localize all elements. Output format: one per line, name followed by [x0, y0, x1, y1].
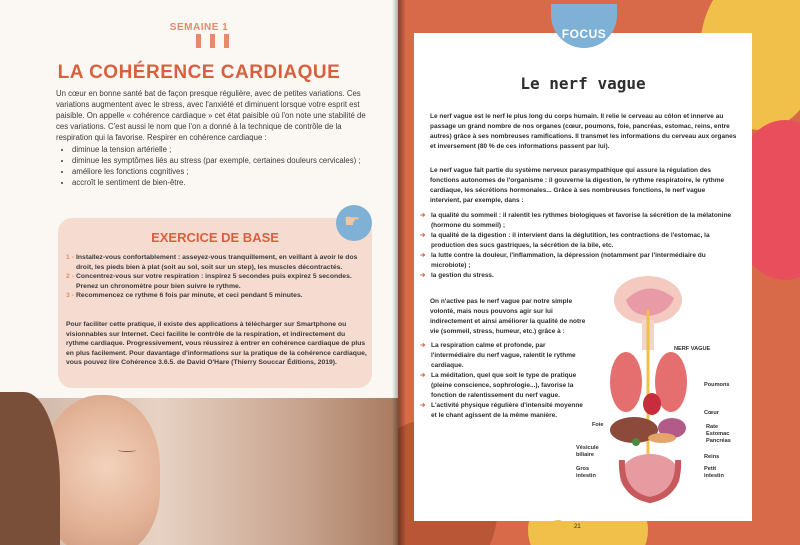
list-item: ➔ la gestion du stress.: [420, 272, 494, 279]
label-pancreas: Pancréas: [706, 438, 731, 444]
section-title: Le nerf vague: [520, 74, 646, 93]
label-gros-intestin: Gros intestin: [576, 466, 596, 479]
arrow-icon: ➔: [420, 252, 426, 259]
list-item: • accroît le sentiment de bien-être.: [72, 177, 374, 188]
arrow-icon: ➔: [420, 212, 426, 219]
page-number: 21: [574, 524, 581, 530]
arrow-icon: ➔: [420, 232, 426, 239]
actions-list: [420, 341, 590, 421]
step-item: 1 - Installez-vous confortablement : asseyez-vous tranquillement, en veillant à avoir le dos droit, les pieds bien à plat (soit au sol, soit sur un step), les muscles décontractés.: [66, 254, 358, 271]
label-nerf-vague: NERF VAGUE: [674, 346, 711, 352]
paragraph-2: Le nerf vague fait partie du système nerveux parasympathique qui assure la régulation des fonctions autonomes de l'organisme : il gouverne la digestion, le rythme respiratoire, le rythme cardiaque, les sécrétions hormonales... Grâce à ses nombreuses fonctions, le nerf vague intervient, par exemple, dans :: [430, 167, 725, 204]
list-item: • améliore les fonctions cognitives ;: [72, 166, 374, 177]
list-item: • diminue la tension artérielle ;: [72, 144, 374, 155]
week-bars-icon: [196, 34, 230, 48]
intro-text: [56, 88, 374, 188]
exercise-steps: [66, 253, 366, 301]
benefits-list: [56, 144, 374, 188]
label-vesicule: Vésicule biliaire: [576, 445, 599, 458]
intro-paragraph: Un cœur en bonne santé bat de façon presque régulière, avec de petites variations. Ces variations augmentent avec le stress, avec l'anxiété et diminuent lorsque votre esprit est paisible. On appelle « cohérence cardiaque » cet état paisible où l'on note une stabilité de ces variations. C'est aussi le nom que l'on a donné à la technique de contrôle de la respiration qui la favorise. Respirer en cohérence cardiaque :: [56, 89, 366, 142]
label-petit-intestin: Petit intestin: [704, 466, 724, 479]
list-item: ➔ la qualité du sommeil : il ralentit les rythmes biologiques et favorise la sécrétion de la mélatonine (hormone du sommeil) ;: [420, 212, 732, 229]
list-item: • diminue les symptômes liés au stress (par exemple, certaines douleurs cervicales) ;: [72, 155, 374, 166]
exercise-note: Pour faciliter cette pratique, il existe des applications à télécharger sur Smartphone ou visionnables sur Internet. Ceci facilite le contrôle de la respiration, et indirectement du rythme cardiaque. Progressivement, vous réussirez à entrer en cohérence cardiaque de plus en plus facilement. Pour davantage d'informations sur la pratique de la cohérence cardiaque, vous pouvez lire Cohérence 3.6.5. de David O'Hare (Thierry Souccar Éditions, 2019).: [66, 321, 367, 367]
week-label: SEMAINE 1: [169, 22, 229, 33]
step-item: 2 - Concentrez-vous sur votre respiration : inspirez 5 secondes puis expirez 5 secondes. Prenez un chronomètre pour bien suivre le rythme.: [66, 273, 352, 290]
label-poumons: Poumons: [704, 382, 730, 388]
label-reins: Reins: [704, 454, 720, 460]
list-item: ➔ la qualité de la digestion : il intervient dans la déglutition, les contractions de l'estomac, la production des sucs gastriques, la sécrétion de la bile, etc.: [420, 232, 710, 249]
step-item: 3 - Recommencez ce rythme 6 fois par minute, et ceci pendant 5 minutes.: [66, 292, 303, 300]
page-number-dot: [548, 520, 568, 540]
closed-eye: [118, 448, 136, 452]
paragraph-3: On n'active pas le nerf vague par notre simple volonté, mais nous pouvons agir sur lui indirectement et ainsi améliorer la qualité de notre vie (sommeil, stress, humeur, etc.) grâce à :: [430, 298, 586, 335]
focus-label: FOCUS: [561, 27, 607, 41]
book-gutter: [392, 0, 406, 545]
label-rate: Rate: [706, 424, 719, 430]
left-page: [0, 0, 398, 545]
pointing-hand-icon: ☛: [336, 205, 372, 241]
list-item: ➔ L'activité physique régulière d'intensité moyenne et le chant agissent de la même manière.: [420, 402, 583, 419]
label-estomac: Estomac: [706, 431, 730, 437]
list-item: ➔ la lutte contre la douleur, l'inflammation, la dépression (notamment par l'intermédiaire du microbiote) ;: [420, 252, 706, 269]
arrow-icon: ➔: [420, 342, 426, 349]
arrow-icon: ➔: [420, 272, 426, 279]
arrow-icon: ➔: [420, 402, 426, 409]
page-title: LA COHÉRENCE CARDIAQUE: [57, 62, 341, 83]
anatomy-diagram: [576, 270, 751, 515]
exercise-title: EXERCICE DE BASE: [151, 230, 279, 245]
list-item: ➔ La respiration calme et profonde, par l'intermédiaire du nerf vague, ralentit le rythme cardiaque.: [420, 342, 576, 369]
arrow-icon: ➔: [420, 372, 426, 379]
label-foie: Foie: [592, 422, 604, 428]
label-coeur: Cœur: [704, 410, 719, 416]
right-page: [398, 0, 800, 545]
list-item: ➔ La méditation, quel que soit le type de pratique (pleine conscience, sophrologie...), favorise la fonction de ralentissement du nerf vague.: [420, 372, 577, 399]
paragraph-1: Le nerf vague est le nerf le plus long du corps humain. Il relie le cerveau au côlon et innerve au passage un grand nombre de nos organes (cœur, poumons, foie, pancréas, estomac, reins, entre autres) grâce à ses nombreuses ramifications. Il transmet les informations du cerveau aux organes et inversement (80 % de ces informations passent par lui).: [430, 113, 737, 150]
